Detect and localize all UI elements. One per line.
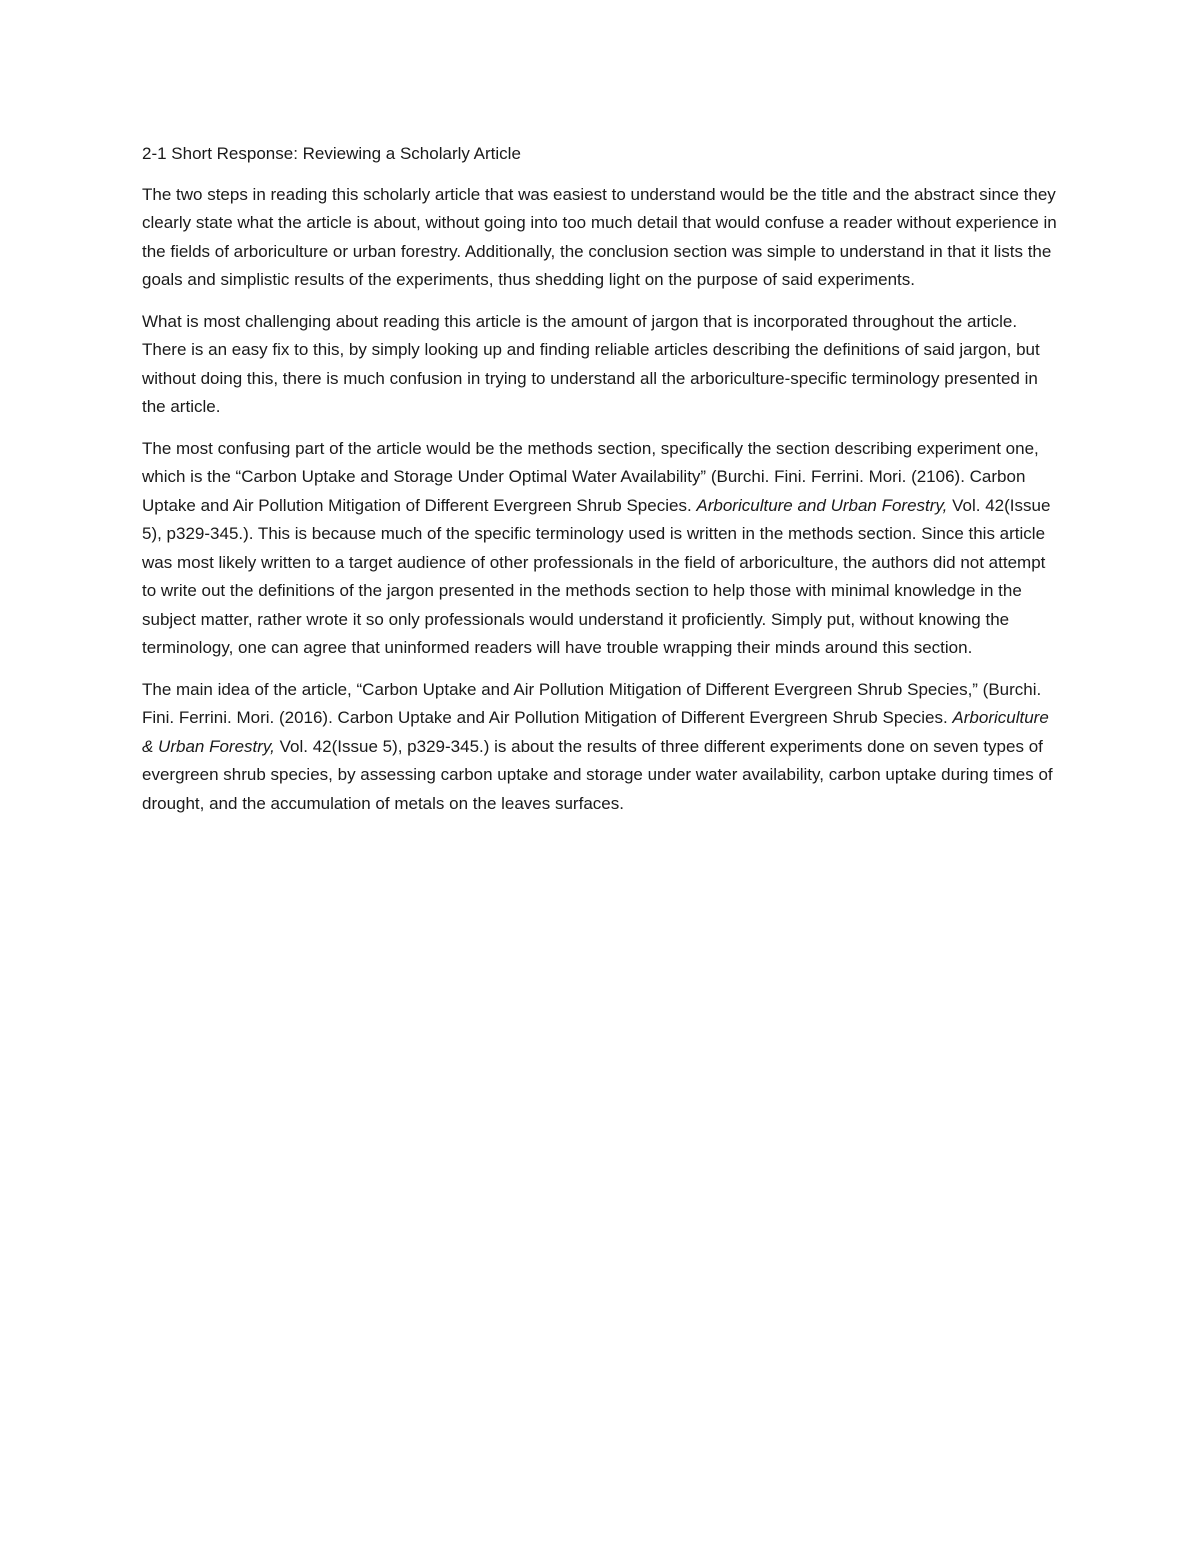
journal-name-italic: Arboriculture and Urban Forestry, [696,495,948,515]
paragraph-main-idea-text-1: The main idea of the article, “Carbon Uptake and Air Pollution Mitigation of Different Evergreen Shrub Species,” (Burchi. Fini. Ferrini. Mori. (2016). Carbon Uptake and Air Pollution Mitigation of Different Evergreen Shrub Species. [142,679,1042,727]
paragraph-main-idea [142,676,1060,819]
paragraph-confusing-part [142,435,1060,663]
document-title: 2-1 Short Response: Reviewing a Scholarly Article [142,144,521,163]
journal-name-italic: Arboriculture & Urban Forestry, [142,708,1049,756]
paragraph-confusing-part-text-2: Vol. 42(Issue 5), p329-345.). This is because much of the specific terminology used is written in the methods section. Since this article was most likely written to a target audience of other professionals in the field of arboriculture, the authors did not attempt to write out the definitions of the jargon presented in the methods section to help those with minimal knowledge in the subject matter, rather wrote it so only professionals would understand it proficiently. Simply put, without knowing the terminology, one can agree that uninformed readers will have trouble wrapping their minds around this section. [142,495,1051,657]
paragraph-confusing-part-text-1: The most confusing part of the article would be the methods section, specifically the section describing experiment one, which is the “Carbon Uptake and Storage Under Optimal Water Availability” (Burchi. Fini. Ferrini. Mori. (2106). Carbon Uptake and Air Pollution Mitigation of Different Evergreen Shrub Species. [142,438,1039,515]
paragraph-easiest-steps: The two steps in reading this scholarly article that was easiest to understand would be the title and the abstract since they clearly state what the article is about, without going into too much detail that would confuse a reader without experience in the fields of arboriculture or urban forestry. Additionally, the conclusion section was simple to understand in that it lists the goals and simplistic results of the experiments, thus shedding light on the purpose of said experiments. [142,184,1057,289]
paragraph-main-idea-text-2: Vol. 42(Issue 5), p329-345.) is about the results of three different experiments done on seven types of evergreen shrub species, by assessing carbon uptake and storage under water availability, carbon uptake during times of drought, and the accumulation of metals on the leaves surfaces. [142,736,1053,813]
paragraph-challenges: What is most challenging about reading this article is the amount of jargon that is incorporated throughout the article. There is an easy fix to this, by simply looking up and finding reliable articles describing the definitions of said jargon, but without doing this, there is much confusion in trying to understand all the arboriculture-specific terminology presented in the article. [142,311,1040,416]
document-body [142,140,1060,831]
